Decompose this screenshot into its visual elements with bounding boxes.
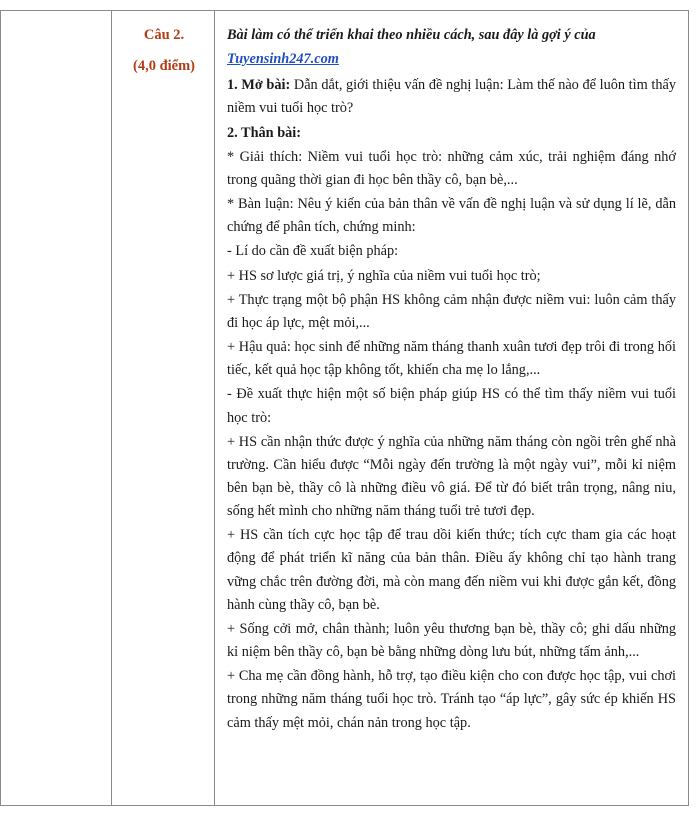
answer-block bbox=[227, 383, 676, 429]
answer-block bbox=[227, 265, 676, 288]
answer-block bbox=[227, 665, 676, 734]
answer-block bbox=[227, 431, 676, 524]
answer-block-text: + Cha mẹ cần đồng hành, hỗ trợ, tạo điều kiện cho con được học tập, vui chơi trong những năm tháng tuổi học trò. Tránh tạo “áp lực”, gây sức ép khiến HS cảm thấy mệt mỏi, chán nản trong học tập. bbox=[227, 668, 676, 731]
answer-block-text: + HS sơ lược giá trị, ý nghĩa của niềm vui tuổi học trò; bbox=[227, 267, 541, 284]
answer-block-text: + HS cần nhận thức được ý nghĩa của những năm tháng còn ngồi trên ghế nhà trường. Cần hiểu được “Mỗi ngày đến trường là một ngày vui”, mỗi kỉ niệm bên bạn bè, thầy cô là những điều vô giá. Để từ đó biết trân trọng, nâng niu, sống hết mình cho những năm tháng tuổi trẻ tươi đẹp. bbox=[227, 433, 676, 520]
answer-block bbox=[227, 122, 676, 145]
left-margin-column bbox=[0, 10, 111, 806]
answer-block-text: + Sống cởi mở, chân thành; luôn yêu thương bạn bè, thầy cô; ghi dấu những kỉ niệm bên thầy cô, bạn bè bằng những dòng lưu bút, những tấm ảnh,... bbox=[227, 620, 676, 661]
answer-block bbox=[227, 336, 676, 382]
question-label-cell bbox=[112, 11, 215, 805]
answer-block-text: - Đề xuất thực hiện một số biện pháp giúp HS có thể tìm thấy niềm vui tuổi học trò: bbox=[227, 386, 676, 426]
answer-block-text: Dẫn dắt, giới thiệu vấn đề nghị luận: Làm thế nào để luôn tìm thấy niềm vui tuổi học trò? bbox=[227, 77, 676, 117]
source-link[interactable]: Tuyensinh247.com bbox=[227, 51, 339, 68]
answer-block bbox=[227, 524, 676, 617]
answer-block-text: + HS cần tích cực học tập để trau dồi kiến thức; tích cực tham gia các hoạt động để phát triển kĩ năng của bản thân. Điều ấy không chỉ tạo hành trang vững chắc trên đường đời, mà còn mang đến niềm vui khi được gắn kết, đồng hành cùng thầy cô, bạn bè. bbox=[227, 527, 676, 613]
answer-block-lead: 2. Thân bài: bbox=[227, 124, 302, 141]
answer-block bbox=[227, 74, 676, 120]
answer-block-text: + Hậu quả: học sinh để những năm tháng thanh xuân tươi đẹp trôi đi trong hối tiếc, kết quả học tập không tốt, khiến cha mẹ lo lắng,... bbox=[227, 339, 676, 379]
answer-table bbox=[111, 10, 689, 806]
answer-block-text: * Bàn luận: Nêu ý kiến của bản thân về vấn đề nghị luận và sử dụng lí lẽ, dẫn chứng để phân tích, chứng minh: bbox=[227, 196, 676, 236]
answer-block-text: - Lí do cần đề xuất biện pháp: bbox=[227, 243, 399, 260]
answer-block-text: + Thực trạng một bộ phận HS không cảm nhận được niềm vui: luôn cảm thấy đi học áp lực, mệt mỏi,... bbox=[227, 291, 676, 331]
answer-block bbox=[227, 146, 676, 192]
answer-block bbox=[227, 193, 676, 239]
answer-block bbox=[227, 240, 676, 263]
answer-intro-line: Bài làm có thể triển khai theo nhiều cách, sau đây là gợi ý của bbox=[227, 27, 596, 43]
answer-block bbox=[227, 289, 676, 335]
question-points: (4,0 điểm) bbox=[132, 57, 195, 74]
answer-block bbox=[227, 618, 676, 664]
answer-block-text: * Giải thích: Niềm vui tuổi học trò: những cảm xúc, trải nghiệm đáng nhớ trong quãng thời gian đi học bên thầy cô, bạn bè,... bbox=[227, 148, 676, 188]
question-number: Câu 2. bbox=[143, 27, 185, 43]
answer-block-lead: 1. Mở bài: bbox=[227, 77, 291, 94]
answer-body-cell bbox=[215, 11, 688, 805]
